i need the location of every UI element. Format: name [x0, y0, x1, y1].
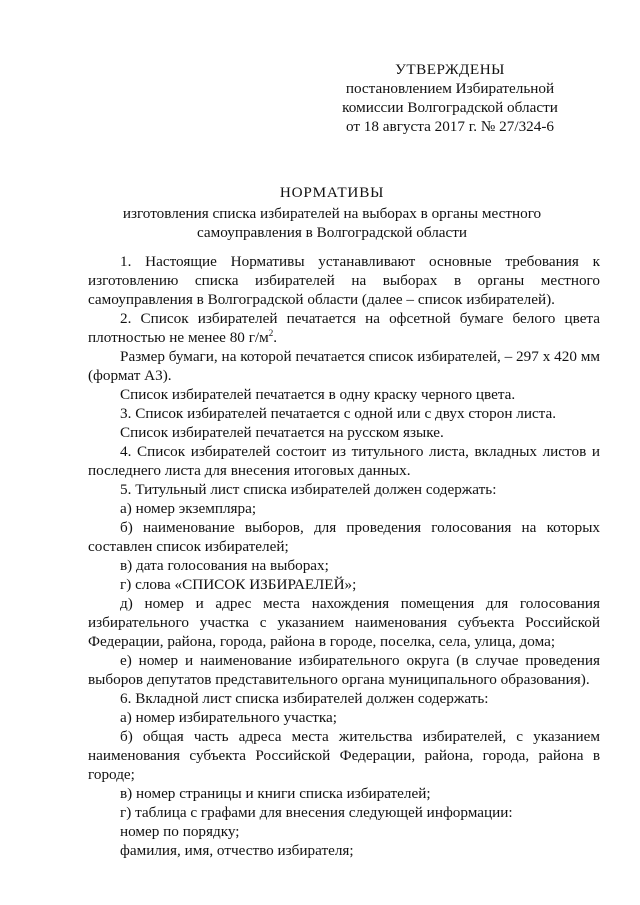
- paragraph-6-item-b: б) общая часть адреса места жительства избирателей, с указанием наименования субъекта Российской Федерации, района, города, района в городе;: [88, 728, 600, 783]
- paragraph-5: 5. Титульный лист списка избирателей должен содержать:: [120, 481, 497, 498]
- paragraph-6-item-d-1: номер по порядку;: [120, 823, 240, 840]
- approval-line-3: от 18 августа 2017 г. № 27/324-6: [345, 118, 555, 135]
- approval-stamp: [334, 60, 566, 136]
- paragraph-6-item-c: в) номер страницы и книги списка избирателей;: [120, 785, 431, 802]
- paragraph-2-end: .: [273, 329, 278, 346]
- paragraph-5-item-c: в) дата голосования на выборах;: [120, 557, 329, 574]
- paragraph-2-ink: Список избирателей печатается в одну краску черного цвета.: [120, 386, 516, 403]
- paragraph-5-item-e: д) номер и адрес места нахождения помещения для голосования избирательного участка с указанием наименования субъекта Российской Федерации, района, города, района в городе, поселка, села, улица, дома;: [88, 595, 600, 650]
- approval-line-2: комиссии Волгоградской области: [342, 99, 558, 116]
- paragraph-5-item-d: г) слова «СПИСОК ИЗБИРАЕЛЕЙ»;: [120, 576, 357, 593]
- document-subtitle-line-2: самоуправления в Волгоградской области: [196, 224, 468, 241]
- paragraph-2: [88, 309, 600, 347]
- paragraph-6-item-d-2: фамилия, имя, отчество избирателя;: [120, 842, 354, 859]
- approval-line-1: постановлением Избирательной: [345, 80, 555, 97]
- paragraph-6: 6. Вкладной лист списка избирателей должен содержать:: [120, 690, 489, 707]
- paragraph-5-item-a: а) номер экземпляра;: [120, 500, 257, 517]
- paragraph-6-item-a: а) номер избирательного участка;: [120, 709, 337, 726]
- paragraph-2-superscript: 2: [268, 327, 274, 338]
- approval-heading: УТВЕРЖДЕНЫ: [395, 61, 505, 78]
- paragraph-4: 4. Список избирателей состоит из титульного листа, вкладных листов и последнего листа для внесения итоговых данных.: [88, 443, 600, 479]
- paragraph-1: 1. Настоящие Нормативы устанавливают основные требования к изготовлению списка избирателей на выборах в органы местного самоуправления в Волгоградской области (далее – список избирателей).: [88, 253, 600, 308]
- paragraph-2-text: 2. Список избирателей печатается на офсетной бумаге белого цвета плотностью не менее 80 г/м: [88, 310, 600, 346]
- paragraph-3: 3. Список избирателей печатается с одной или с двух сторон листа.: [120, 405, 557, 422]
- document-title: НОРМАТИВЫ: [279, 184, 385, 201]
- paragraph-2-paper-size: Размер бумаги, на которой печатается список избирателей, – 297 х 420 мм (формат А3).: [88, 348, 600, 384]
- document-title-block: [64, 183, 600, 242]
- document-body: [88, 252, 600, 860]
- paragraph-6-item-d: г) таблица с графами для внесения следующей информации:: [120, 804, 513, 821]
- paragraph-5-item-b: б) наименование выборов, для проведения голосования на которых составлен список избирателей;: [88, 519, 600, 555]
- paragraph-3-language: Список избирателей печатается на русском языке.: [120, 424, 444, 441]
- document-subtitle-line-1: изготовления списка избирателей на выборах в органы местного: [122, 205, 542, 222]
- paragraph-5-item-f: е) номер и наименование избирательного округа (в случае проведения выборов депутатов представительного органа муниципального образования).: [88, 652, 600, 688]
